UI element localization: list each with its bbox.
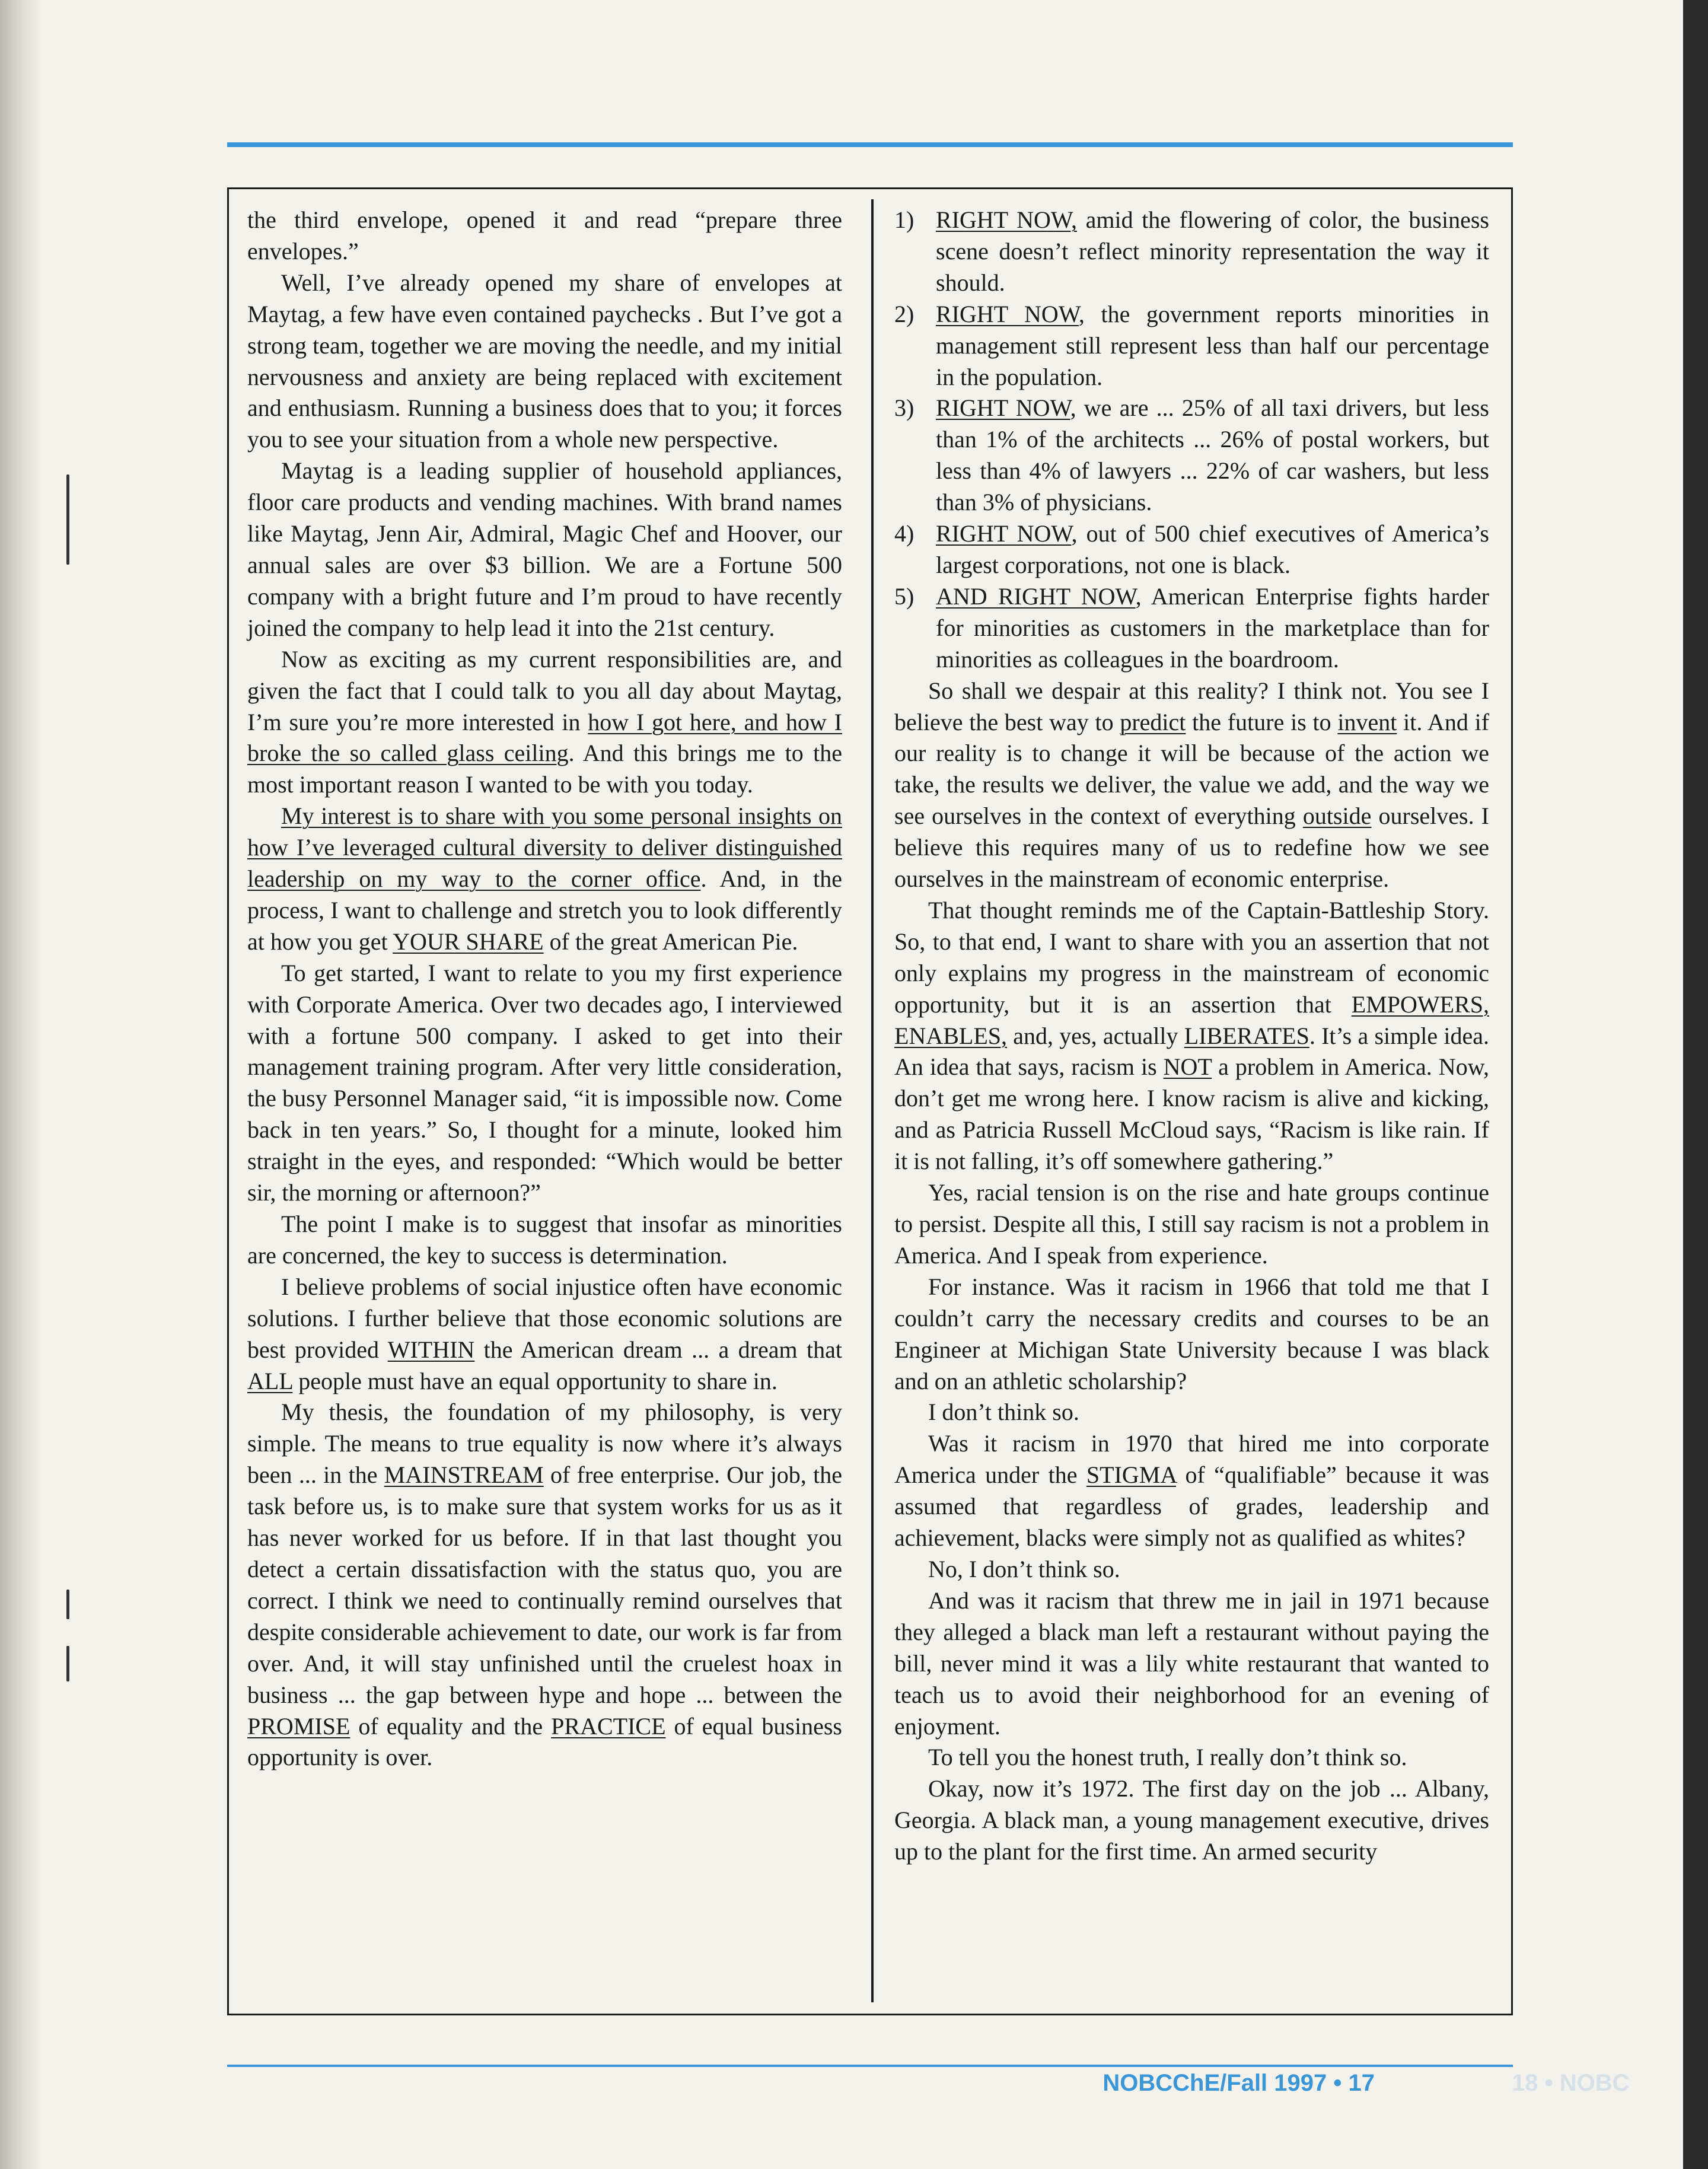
underlined-text: predict xyxy=(1120,708,1186,735)
list-text xyxy=(936,581,1489,676)
text-run: Well, I’ve already opened my share of envelopes at Maytag, a few have even contained paychecks . But I’ve got a strong team, together we are moving the needle, and my initial nervousness and anxiety are being replaced with excitement and enthusiasm. Running a business does that to you; it forces you to see your situation from a whole new perspective. xyxy=(247,269,842,453)
text-run: For instance. Was it racism in 1966 that told me that I couldn’t carry the necessary credits and courses to be an Engineer at Michigan State University because I was black and on an athletic scholarship? xyxy=(894,1273,1489,1394)
text-run: , American Enterprise fights harder for minorities as customers in the marketplace than for minorities as colleagues in the boardroom. xyxy=(936,582,1489,673)
list-number: 5) xyxy=(894,582,914,610)
text-run: Yes, racial tension is on the rise and hate groups continue to persist. Despite all this, I still say racism is not a problem in America. And I speak from experience. xyxy=(894,1179,1489,1269)
underlined-text: how I got here, and how I broke the so called glass ceiling xyxy=(247,708,843,767)
text-run: it. And if our reality is to change it will be because of the action we take, the results we deliver, the value we add, and the way we see ourselves in the context of everything xyxy=(894,708,1490,830)
numbered-list-item xyxy=(894,581,1489,676)
underlined-text: EMPOWERS, xyxy=(1351,990,1489,1018)
underlined-text: STIGMA xyxy=(1086,1461,1177,1489)
paragraph xyxy=(247,644,842,801)
paragraph xyxy=(894,1554,1489,1585)
paragraph xyxy=(247,1209,842,1272)
paragraph xyxy=(894,676,1489,895)
underlined-text: RIGHT NOW, xyxy=(936,206,1077,233)
text-run: And was it racism that threw me in jail in 1971 because they alleged a black man left a restaurant without paying the bill, never mind it was a lily white restaurant that wanted to teach us to avoid their neighborhood for an evening of enjoyment. xyxy=(894,1587,1489,1740)
text-run: Okay, now it’s 1972. The first day on the job ... Albany, Georgia. A black man, a young management executive, drives up to the plant for the first time. An armed security xyxy=(894,1775,1489,1865)
paragraph xyxy=(894,1773,1489,1868)
list-number: 4) xyxy=(894,520,914,547)
text-run: , out of 500 chief executives of America’s largest corporations, not one is black. xyxy=(936,520,1490,578)
list-number: 1) xyxy=(894,206,914,233)
numbered-list-item xyxy=(894,393,1489,518)
numbered-list-item xyxy=(894,299,1489,393)
numbered-list-item xyxy=(894,205,1489,299)
text-run: the third envelope, opened it and read “prepare three envelopes.” xyxy=(247,206,842,265)
bottom-rule xyxy=(227,2065,1513,2067)
text-run: of the great American Pie. xyxy=(543,928,798,955)
list-text xyxy=(936,518,1489,581)
underlined-text: AND RIGHT NOW xyxy=(936,582,1136,610)
text-run: Now as exciting as my current responsibilities are, and given the fact that I could talk to you all day about Maytag, I’m sure you’re more interested in xyxy=(247,645,842,735)
underlined-text: NOT xyxy=(1163,1053,1212,1081)
underlined-text: WITHIN xyxy=(387,1336,475,1363)
paragraph xyxy=(247,1272,842,1397)
underlined-text: RIGHT NOW xyxy=(936,520,1072,547)
text-run: the American dream ... a dream that xyxy=(474,1336,842,1363)
text-run: I don’t think so. xyxy=(928,1399,1079,1426)
numbered-list-item xyxy=(894,518,1489,581)
text-run: of free enterprise. Our job, the task before us, is to make sure that system works for us as it has never worked for us before. If in that last thought you detect a certain dissatisfaction with the status quo, you are correct. I think we need to continually remind ourselves that despite considerable achievement to date, our work is far from over. And, it will stay unfinished until the cruelest hoax in business ... the gap between hype and hope ... between the xyxy=(247,1461,842,1708)
right-column xyxy=(894,205,1489,1868)
text-run: of equality and the xyxy=(350,1712,552,1740)
text-run: The point I make is to suggest that insofar as minorities are concerned, the key to success is determination. xyxy=(247,1211,842,1269)
underlined-text: PROMISE xyxy=(247,1712,350,1740)
top-rule xyxy=(227,142,1513,147)
paragraph xyxy=(247,267,842,456)
paragraph xyxy=(894,1397,1489,1428)
binding-mark xyxy=(66,474,69,565)
paragraph xyxy=(894,1177,1489,1272)
underlined-text: RIGHT NOW xyxy=(936,300,1079,327)
underlined-text: PRACTICE xyxy=(551,1712,666,1740)
text-run: amid the flowering of color, the business scene doesn’t reflect minority representation the way it should. xyxy=(936,206,1489,296)
paragraph xyxy=(894,1428,1489,1554)
list-text xyxy=(936,205,1489,299)
text-run: . And, in the process, I want to challenge and stretch you to look differently at how you get xyxy=(247,865,842,955)
underlined-text: YOUR SHARE xyxy=(393,928,544,955)
text-run: No, I don’t think so. xyxy=(928,1555,1120,1582)
page-gutter-shadow xyxy=(0,0,42,2169)
underlined-text: MAINSTREAM xyxy=(384,1461,544,1489)
column-divider xyxy=(871,199,874,2002)
text-run: So shall we despair at this reality? I think not. You see I believe the best way to xyxy=(894,677,1489,735)
text-run: . It’s a simple idea. An idea that says, racism is xyxy=(894,1022,1489,1081)
underlined-text: invent xyxy=(1337,708,1397,735)
text-run: Maytag is a leading supplier of household appliances, floor care products and vending machines. With brand names like Maytag, Jenn Air, Admiral, Magic Chef and Hoover, our annual sales are over $3 billion. We are a Fortune 500 company with a bright future and I’m proud to have recently joined the company to help lead it into the 21st century. xyxy=(247,457,842,641)
paragraph xyxy=(894,1742,1489,1773)
paragraph xyxy=(894,1272,1489,1397)
text-run: To get started, I want to relate to you my first experience with Corporate America. Over two decades ago, I interviewed with a fortune 500 company. I asked to get into their management training program. After very little consideration, the busy Personnel Manager said, “it is impossible now. Come back in ten years.” So, I thought for a minute, looked him straight in the eyes, and responded: “Which would be better sir, the morning or afternoon?” xyxy=(247,959,842,1206)
underlined-text: ALL xyxy=(247,1367,293,1394)
text-run: To tell you the honest truth, I really don’t think so. xyxy=(928,1744,1407,1771)
text-run: , the government reports minorities in management still represent less than half our percentage in the population. xyxy=(936,300,1489,390)
list-number: 2) xyxy=(894,300,914,327)
text-run: My thesis, the foundation of my philosophy, is very simple. The means to true equality is now where it’s always been ... in the xyxy=(247,1399,842,1489)
paragraph xyxy=(247,456,842,644)
text-run: That thought reminds me of the Captain-Battleship Story. So, to that end, I want to share with you an assertion that not only explains my progress in the mainstream of economic opportunity, but it is an assertion that xyxy=(894,896,1489,1018)
text-run: of “qualifiable” because it was assumed that regardless of grades, leadership and achievement, blacks were simply not as qualified as whites? xyxy=(894,1461,1489,1552)
paragraph xyxy=(247,205,842,267)
underlined-text: RIGHT NOW xyxy=(936,394,1070,422)
underlined-text: ENABLES, xyxy=(894,1022,1007,1049)
left-column xyxy=(247,205,842,1773)
list-number: 3) xyxy=(894,394,914,422)
underlined-text: outside xyxy=(1302,802,1372,830)
paragraph xyxy=(247,958,842,1209)
text-run: and, yes, actually xyxy=(1007,1022,1184,1049)
paragraph xyxy=(894,895,1489,1177)
underlined-text: My interest is to share with you some personal insights on how I’ve leveraged cultural diversity to deliver distinguished leadership on my way to the corner office xyxy=(247,802,842,893)
binding-mark xyxy=(66,1590,69,1619)
facing-page-bleed-text: 18 • NOBC xyxy=(1512,2070,1630,2096)
paragraph xyxy=(247,801,842,958)
binding-mark xyxy=(66,1646,69,1681)
text-run: ourselves. I believe this requires many of us to redefine how we see ourselves in the mainstream of economic enterprise. xyxy=(894,802,1489,893)
text-run: people must have an equal opportunity to share in. xyxy=(292,1367,777,1394)
list-text xyxy=(936,393,1489,518)
text-run: of equal business opportunity is over. xyxy=(247,1712,842,1771)
text-run: , we are ... 25% of all taxi drivers, but less than 1% of the architects ... 26% of postal workers, but less than 4% of lawyers ... 22% of car washers, but less than 3% of physicians. xyxy=(936,394,1489,516)
text-run: I believe problems of social injustice often have economic solutions. I further believe that those economic solutions are best provided xyxy=(247,1273,842,1363)
list-text xyxy=(936,299,1489,393)
text-run: the future is to xyxy=(1186,708,1338,735)
text-run: a problem in America. Now, don’t get me wrong here. I know racism is alive and kicking, and as Patricia Russell McCloud says, “Racism is like rain. If it is not falling, it’s off somewhere gathering.” xyxy=(894,1053,1489,1175)
paragraph xyxy=(247,1397,842,1773)
page-footer: NOBCChE/Fall 1997 • 17 xyxy=(1102,2070,1375,2096)
underlined-text: LIBERATES xyxy=(1184,1022,1309,1049)
text-run: . And this brings me to the most important reason I wanted to be with you today. xyxy=(247,740,843,798)
text-run: Was it racism in 1970 that hired me into corporate America under the xyxy=(894,1430,1489,1489)
paragraph xyxy=(894,1585,1489,1743)
